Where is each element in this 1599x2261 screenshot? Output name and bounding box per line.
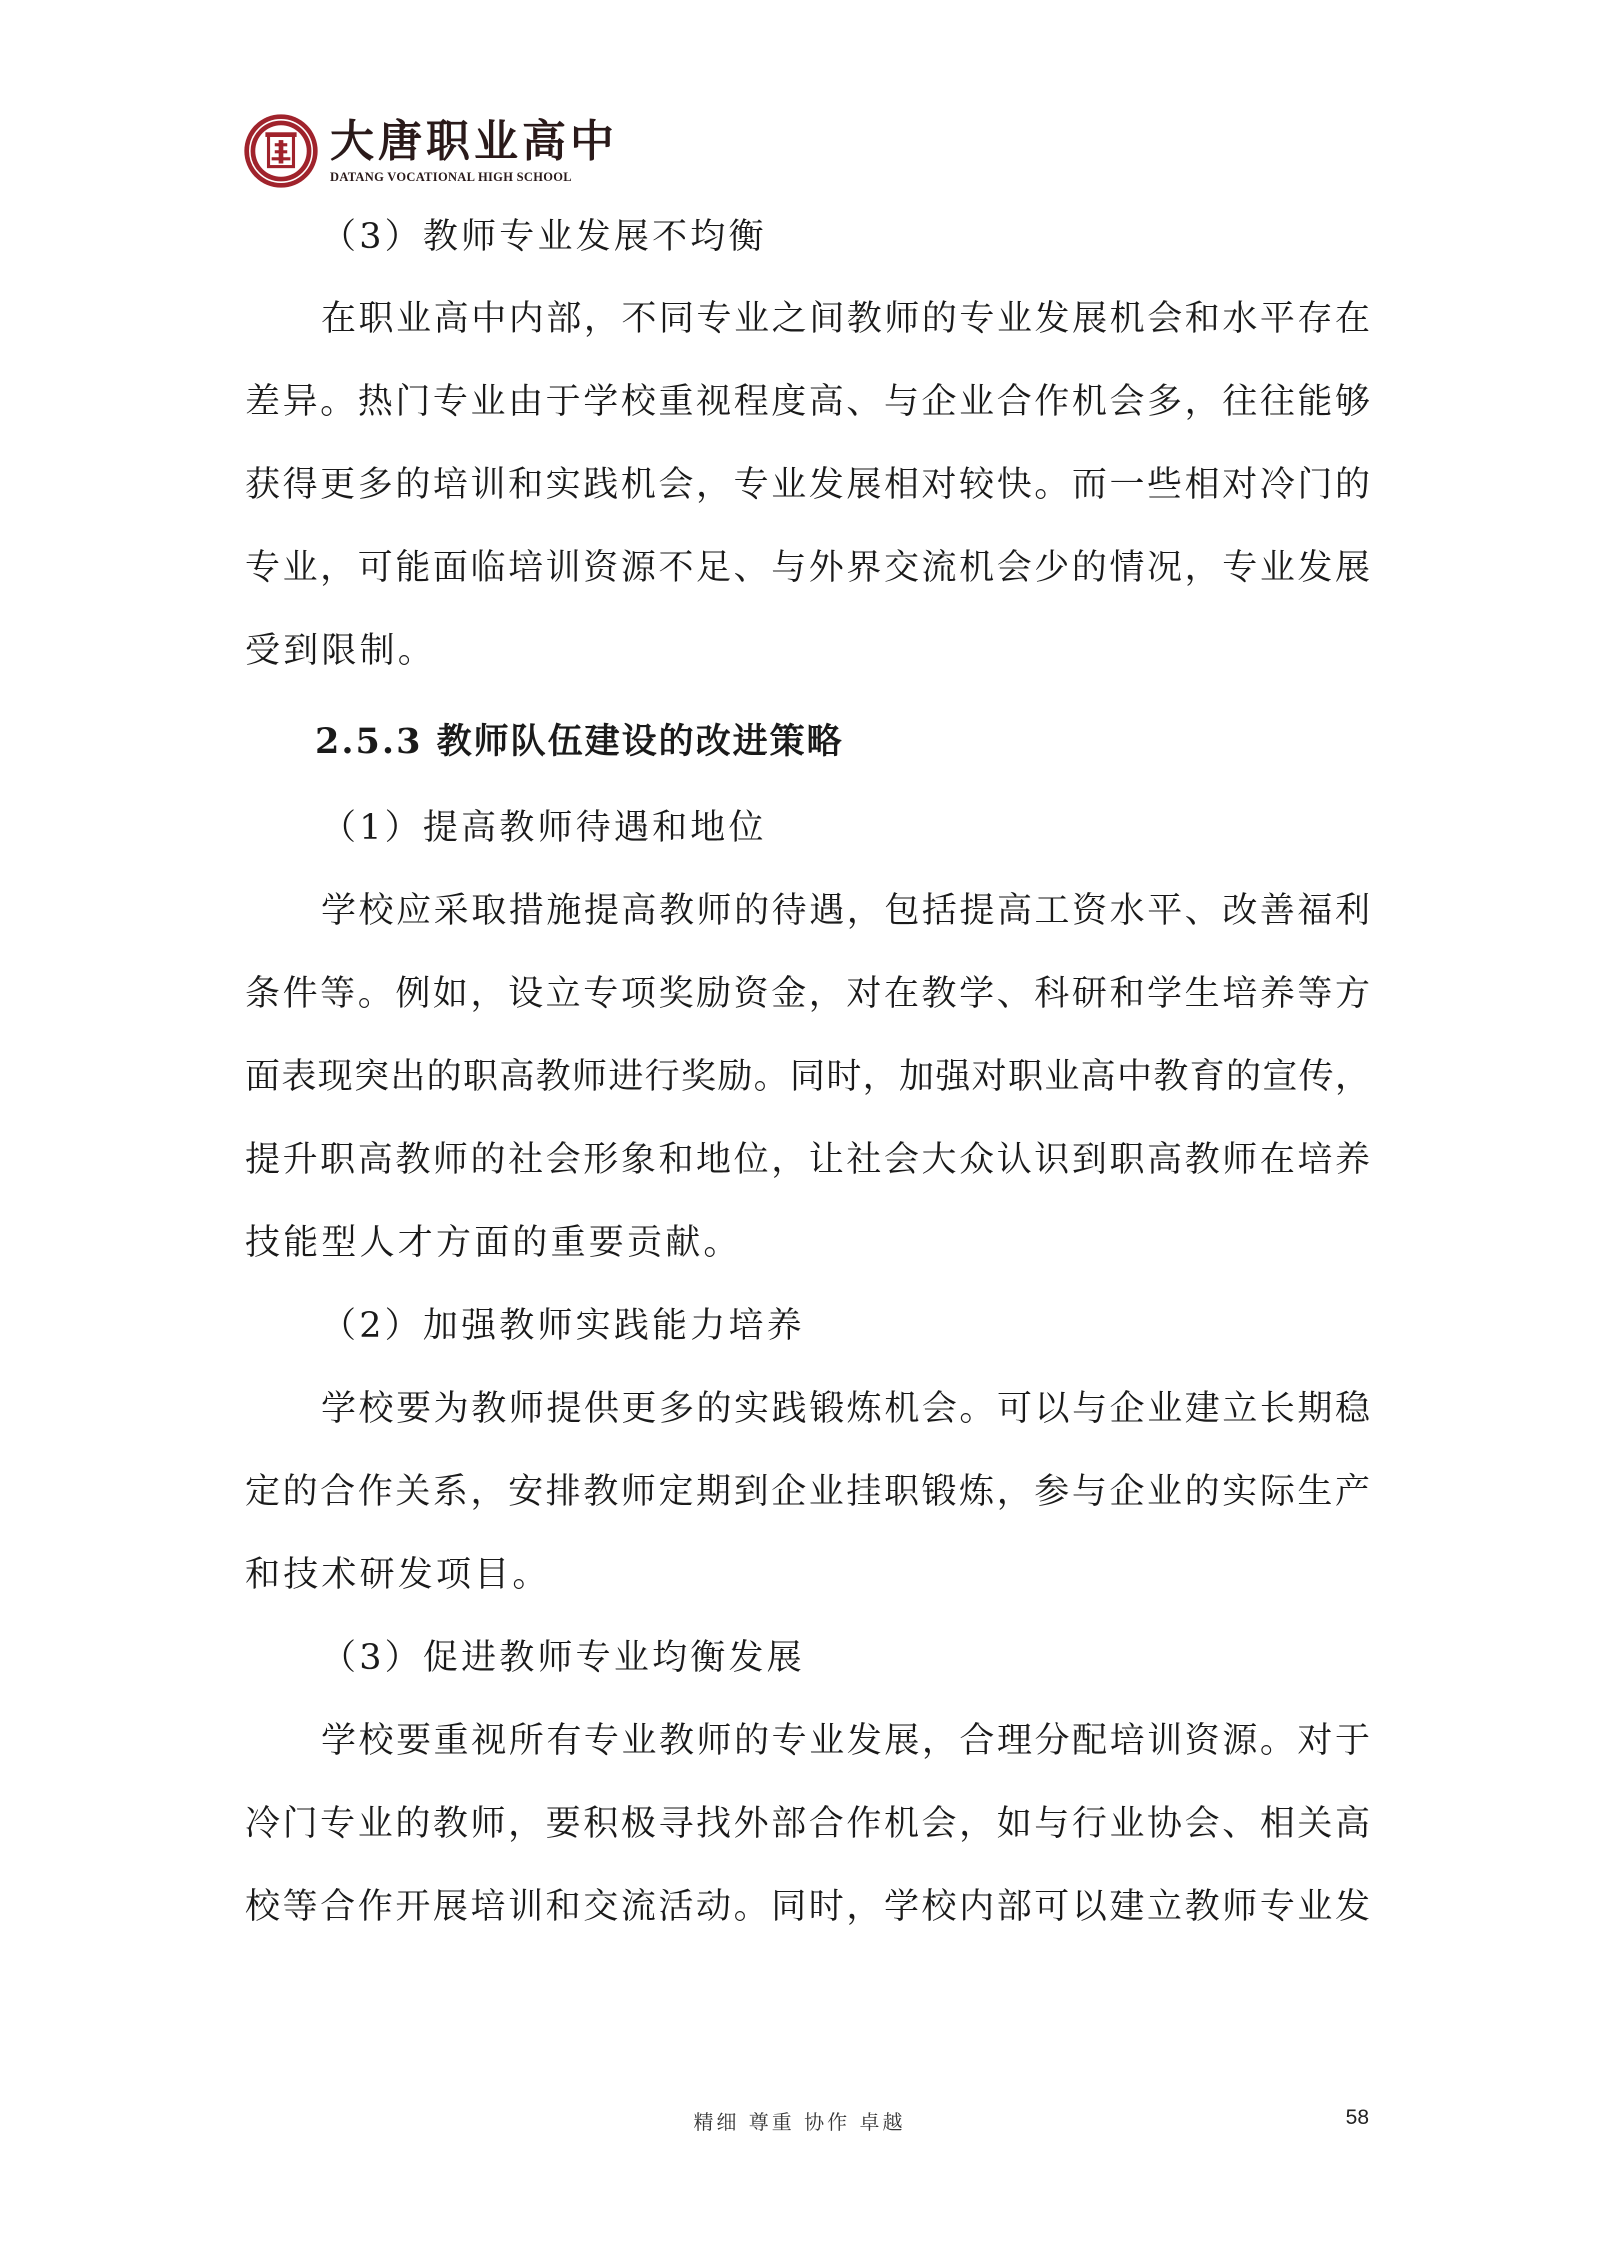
paragraph-line: 提升职高教师的社会形象和地位，让社会大众认识到职高教师在培养 bbox=[245, 1140, 1370, 1180]
paragraph-line: 学校要为教师提供更多的实践锻炼机会。可以与企业建立长期稳 bbox=[321, 1389, 1370, 1429]
paragraph-line: 条件等。例如，设立专项奖励资金，对在教学、科研和学生培养等方 bbox=[245, 974, 1370, 1014]
paragraph-line: 差异。热门专业由于学校重视程度高、与企业合作机会多，往往能够 bbox=[245, 382, 1370, 422]
paragraph-line: 学校要重视所有专业教师的专业发展，合理分配培训资源。对于 bbox=[321, 1721, 1370, 1761]
school-name-cn: 大唐职业高中 bbox=[330, 116, 618, 167]
footer-motto: 精细 尊重 协作 卓越 bbox=[693, 2110, 906, 2134]
section-heading: 2.5.3 教师队伍建设的改进策略 bbox=[315, 721, 844, 762]
paragraph-line: 获得更多的培训和实践机会，专业发展相对较快。而一些相对冷门的 bbox=[245, 465, 1370, 505]
paragraph-line: 学校应采取措施提高教师的待遇，包括提高工资水平、改善福利 bbox=[321, 891, 1370, 931]
paragraph-line: 技能型人才方面的重要贡献。 bbox=[245, 1223, 742, 1263]
paragraph-line: 定的合作关系，安排教师定期到企业挂职锻炼，参与企业的实际生产 bbox=[245, 1472, 1370, 1512]
document-header bbox=[242, 110, 618, 192]
page-number: 58 bbox=[1345, 2106, 1369, 2129]
subheading: （1）提高教师待遇和地位 bbox=[321, 808, 767, 848]
paragraph-line: 和技术研发项目。 bbox=[245, 1555, 551, 1595]
subheading: （2）加强教师实践能力培养 bbox=[321, 1306, 805, 1346]
school-seal-icon bbox=[242, 112, 320, 190]
paragraph-line: 专业，可能面临培训资源不足、与外界交流机会少的情况，专业发展 bbox=[245, 548, 1370, 588]
paragraph-line: 面表现突出的职高教师进行奖励。同时，加强对职业高中教育的宣传， bbox=[245, 1057, 1370, 1097]
paragraph-line: 校等合作开展培训和交流活动。同时，学校内部可以建立教师专业发 bbox=[245, 1887, 1370, 1927]
paragraph-line: 受到限制。 bbox=[245, 631, 437, 671]
paragraph-line: 在职业高中内部，不同专业之间教师的专业发展机会和水平存在 bbox=[321, 299, 1370, 339]
school-name-en: DATANG VOCATIONAL HIGH SCHOOL bbox=[330, 170, 572, 184]
subheading: （3）教师专业发展不均衡 bbox=[321, 217, 767, 257]
subheading: （3）促进教师专业均衡发展 bbox=[321, 1638, 805, 1678]
school-logo-text bbox=[330, 117, 618, 185]
paragraph-line: 冷门专业的教师，要积极寻找外部合作机会，如与行业协会、相关高 bbox=[245, 1804, 1370, 1844]
